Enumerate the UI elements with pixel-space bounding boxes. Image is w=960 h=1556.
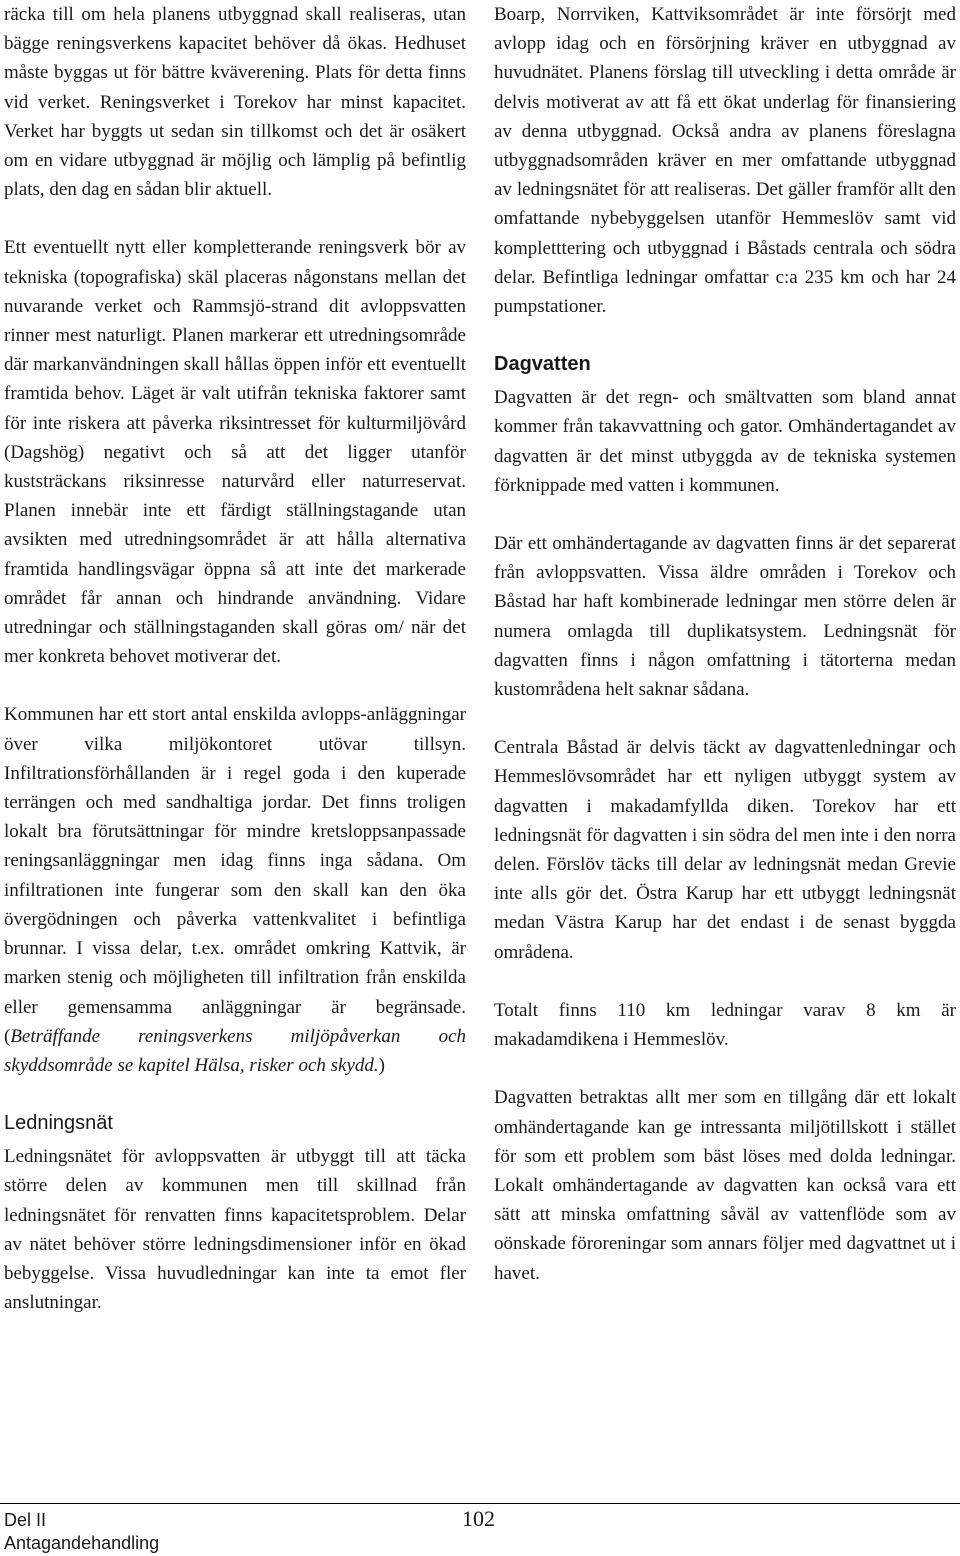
footer-divider (0, 1503, 960, 1504)
footer-document-status: Antagandehandling (4, 1533, 160, 1553)
footer-part: Del II (4, 1510, 47, 1530)
section-heading-ledningsnat: Ledningsnät (4, 1112, 113, 1135)
body-paragraph: Totalt finns 110 km ledningar varav 8 km är makadamdikena i Hemmeslöv. (494, 999, 956, 1051)
body-paragraph: Ledningsnätet för avloppsvatten är utbyggt till att täcka större delen av kommunen men till skillnad från ledningsnätet för renvatten finns kapacitetsproblem. Delar av nätet behöver större ledningsdimensioner inför en ökad bebyggelse. Vissa huvudledningar kan inte ta emot fler anslutningar. (4, 1146, 466, 1314)
page-number: 102 (462, 1506, 495, 1531)
body-paragraph: Boarp, Norrviken, Kattviksområdet är inte försörjt med avlopp idag och en försörjning kräver en utbyggnad av huvudnätet. Planens förslag till utveckling i detta område är delvis motiverat av att få ett ökat underlag för finansiering av denna utbyggnad. Också andra av planens föreslagna utbyggnadsområden kräver en mer omfattande utbyggnad av ledningsnätet för att realiseras. Det gäller framför allt den omfattande nybebyggelsen utanför Hemmeslöv samt vid kompletttering och utbyggnad i Båstads centrala och södra delar. Befintliga ledningar omfattar c:a 235 km och har 24 pumpstationer. (494, 4, 956, 318)
body-paragraph: Dagvatten betraktas allt mer som en tillgång där ett lokalt omhändertagande kan ge intressanta miljötillskott i stället för som ett problem som bäst löses med dolda ledningar. Lokalt omhändertagande av dagvatten kan också vara ett sätt att minska omfattning såväl av vattenflöde som av oönskade föroreningar som annars följer med dagvattnet ut i havet. (494, 1087, 956, 1284)
body-paragraph: Dagvatten är det regn- och smältvatten som bland annat kommer från takavvattning och gator. Omhändertagandet av dagvatten är det minst utbyggda av de tekniska systemen förknippade med vatten i kommunen. (494, 387, 956, 496)
footer-section-label (4, 1509, 159, 1555)
paren-open: ( (4, 1025, 11, 1047)
paren-close: ) (378, 1054, 385, 1076)
body-paragraph: Där ett omhändertagande av dagvatten finns är det separerat från avloppsvatten. Vissa äldre områden i Torekov och Båstad har haft kombinerade ledningar men större delen är numera omlagda till duplikatsystem. Ledningsnät för dagvatten finns i någon omfattning i tätorterna medan kustområdena helt saknar sådana. (494, 533, 956, 701)
left-column (4, 0, 466, 1346)
cross-reference: Beträffande reningsverkens miljöpåverkan och skyddsområde se kapitel Hälsa, risker och skydd. (4, 1025, 466, 1076)
body-paragraph: räcka till om hela planens utbyggnad skall realiseras, utan bägge reningsverkens kapacitet behöver då ökas. Hedhuset måste byggas ut för bättre kväverening. Plats för detta finns vid verket. Reningsverket i Torekov har minst kapacitet. Verket har byggts ut sedan sin tillkomst och det är osäkert om en vidare utbyggnad är möjlig och lämplig på befintlig plats, den dag en sådan blir aktuell. (4, 4, 466, 201)
right-column (494, 0, 956, 1317)
section-heading-dagvatten: Dagvatten (494, 353, 591, 376)
paragraph-text: Kommunen har ett stort antal enskilda avlopps-anläggningar över vilka miljökontoret utövar tillsyn. Infiltrationsförhållanden är i regel goda i den kuperade terrängen och med sandhaltiga jordar. Det finns troligen lokalt bra förutsättningar för mindre kretsloppsanpassade reningsanläggningar men idag finns inga sådana. Om infiltrationen inte fungerar som den skall kan den öka övergödningen och påverka vattenkvalitet i befintliga brunnar. I vissa delar, t.ex. området omkring Kattvik, är marken stenig och möjligheten till infiltration från enskilda eller gemensamma anläggningar är begränsade. (4, 704, 466, 1018)
body-paragraph: Centrala Båstad är delvis täckt av dagvattenledningar och Hemmeslövsområdet har ett nyligen utbyggt system av dagvatten i makadamfyllda diken. Torekov har ett ledningsnät för dagvatten i sin södra del men inte i den norra delen. Förslöv täcks till delar av ledningsnät medan Grevie inte alls gör det. Östra Karup har ett utbyggt ledningsnät medan Västra Karup har det endast i de senast byggda områdena. (494, 737, 956, 963)
body-paragraph (4, 700, 466, 1080)
body-paragraph: Ett eventuellt nytt eller kompletterande reningsverk bör av tekniska (topografiska) skäl placeras någonstans mellan det nuvarande verket och Rammsjö-strand dit avloppsvatten rinner mest naturligt. Planen markerar ett utredningsområde där markanvändningen skall hållas öppen inför ett eventuellt framtida behov. Läget är valt utifrån tekniska faktorer samt för inte riskera att påverka riksintresset för kulturmiljövård (Dagshög) negativt och så att det ligger utanför kuststräckans riksinresse naturvård eller naturreservat. Planen innebär inte ett färdigt ställningstagande utan avsikten med utredningsområdet är att hålla alternativa framtida handlingsvägar öppna så att inte det markerade området får annan och hindrande användning. Vidare utredningar och ställningstaganden skall göras om/ när det mer konkreta behovet motiverar det. (4, 237, 466, 668)
